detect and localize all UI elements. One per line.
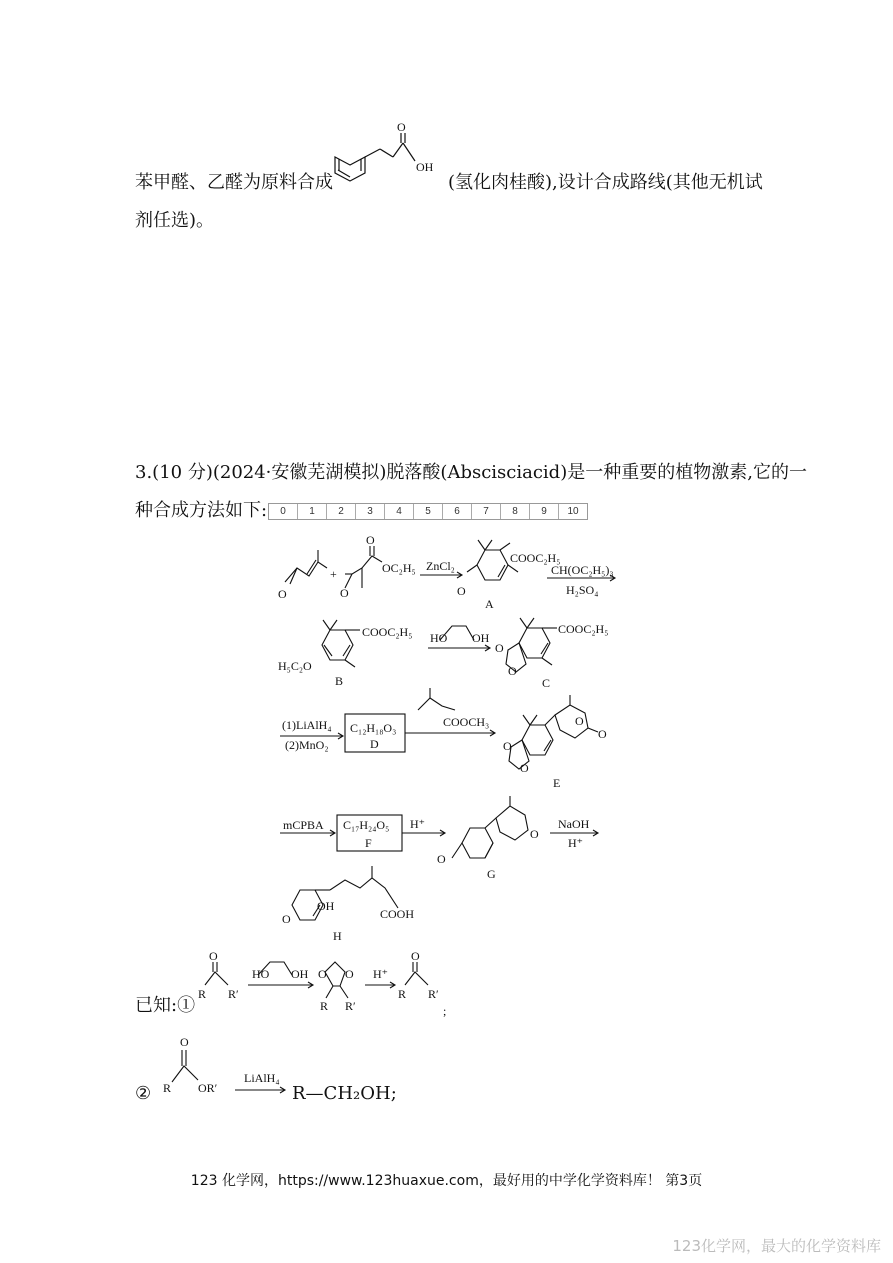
arrow-label-Hplus: H⁺ bbox=[410, 817, 425, 831]
label-A: A bbox=[485, 597, 494, 611]
known1-OH: OH bbox=[291, 967, 309, 981]
reactant2-carbonyl-O: O bbox=[366, 533, 375, 547]
reactant1-O: O bbox=[278, 587, 287, 601]
known1-product-R: R bbox=[398, 987, 407, 1001]
ruler-cell: 8 bbox=[501, 504, 530, 519]
q3-text-line2: 种合成方法如下: bbox=[135, 500, 268, 521]
known1-ketal-O2: O bbox=[345, 967, 354, 981]
arrow-label-MnO2: (2)MnO₂ bbox=[285, 738, 329, 752]
arrow-label-LiAlH4: (1)LiAlH₄ bbox=[282, 718, 332, 732]
C-COOC2H5: COOC₂H₅ bbox=[558, 622, 609, 636]
ruler-cell: 9 bbox=[530, 504, 559, 519]
known1-product-O: O bbox=[411, 949, 420, 963]
glycol-HO: HO bbox=[430, 631, 448, 645]
E-lactone-O: O bbox=[598, 727, 607, 741]
arrow-label-NaOH: NaOH bbox=[558, 817, 590, 831]
label-D: D bbox=[370, 737, 379, 751]
known2-product: R—CH₂OH; bbox=[292, 1083, 397, 1104]
q2-text-line1-post: (氢化肉桂酸),设计合成路线(其他无机试 bbox=[448, 172, 763, 193]
ruler-cell: 10 bbox=[567, 506, 579, 517]
H-OH: OH bbox=[317, 899, 335, 913]
H-COOH: COOH bbox=[380, 907, 415, 921]
known1-Hplus: H⁺ bbox=[373, 967, 388, 981]
q3-text-line1: 3.(10 分)(2024·安徽芜湖模拟)脱落酸(Abscisciacid)是一种重要的植物激素,它的一 bbox=[135, 462, 807, 483]
known2-ORp: OR′ bbox=[198, 1081, 218, 1095]
ruler-cell: 2 bbox=[327, 504, 356, 519]
E-ketal-O2: O bbox=[520, 761, 529, 775]
ruler-cell: 3 bbox=[356, 504, 385, 519]
B-COOC2H5: COOC₂H₅ bbox=[362, 625, 413, 639]
plus-sign: + bbox=[330, 567, 337, 581]
known1-ketal-Rp: R′ bbox=[345, 999, 356, 1013]
label-B: B bbox=[335, 674, 344, 688]
D-formula: C₁₂H₁₈O₃ bbox=[350, 721, 397, 735]
known1-HO: HO bbox=[252, 967, 270, 981]
known1-Rp: R′ bbox=[228, 987, 239, 1001]
known1-O: O bbox=[209, 949, 218, 963]
reagent-COOCH3: COOCH₃ bbox=[443, 715, 490, 729]
known2-R: R bbox=[163, 1081, 172, 1095]
F-formula: C₁₇H₂₄O₅ bbox=[343, 818, 390, 832]
ruler-cell: 5 bbox=[414, 504, 443, 519]
known1-R: R bbox=[198, 987, 207, 1001]
known1-ketal-O1: O bbox=[318, 967, 327, 981]
ruler-cell: 7 bbox=[472, 504, 501, 519]
C-ketal-O1: O bbox=[495, 641, 504, 655]
A-COOC2H5: COOC₂H₅ bbox=[510, 551, 561, 565]
reactant2-OC2H5: OC₂H₅ bbox=[382, 561, 416, 575]
known2-circle: ② bbox=[135, 1083, 152, 1104]
G-lactone-O: O bbox=[530, 827, 539, 841]
arrow-label-mCPBA: mCPBA bbox=[283, 818, 324, 832]
ruler-cell: 4 bbox=[385, 504, 414, 519]
label-E: E bbox=[553, 776, 561, 790]
known2-LiAlH4: LiAlH₄ bbox=[244, 1071, 280, 1085]
known1-ketal-R: R bbox=[320, 999, 329, 1013]
struct-OH: OH bbox=[416, 160, 434, 174]
known2-O: O bbox=[180, 1035, 189, 1049]
C-ketal-O2: O bbox=[508, 664, 517, 678]
A-O: O bbox=[457, 584, 466, 598]
G-ketone-O: O bbox=[437, 852, 446, 866]
known-label: 已知:① bbox=[135, 995, 196, 1016]
page-footer: 123 化学网，https://www.123huaxue.com，最好用的中学化学资料库！ 第3页 bbox=[190, 1173, 703, 1189]
known1-semicolon: ; bbox=[443, 1004, 447, 1018]
label-H: H bbox=[333, 929, 342, 943]
q2-text-line2: 剂任选)。 bbox=[135, 210, 215, 231]
arrow-label-H2SO4: H₂SO₄ bbox=[566, 583, 599, 597]
ruler-cell: 6 bbox=[443, 504, 472, 519]
E-ring-O: O bbox=[575, 714, 584, 728]
ruler-cell: 0 bbox=[269, 504, 298, 519]
arrow-label-ZnCl2: ZnCl₂ bbox=[426, 559, 455, 573]
arrow-label-CH_OC2H5_3: CH(OC₂H₅)₃ bbox=[551, 563, 614, 577]
glycol-OH: OH bbox=[472, 631, 490, 645]
label-G: G bbox=[487, 867, 496, 881]
label-C: C bbox=[542, 676, 551, 690]
H-ketone-O: O bbox=[282, 912, 291, 926]
known1-product-Rp: R′ bbox=[428, 987, 439, 1001]
E-ketal-O1: O bbox=[503, 739, 512, 753]
arrow-label-Hplus-2: H⁺ bbox=[568, 836, 583, 850]
ruler-cell: 1 bbox=[298, 504, 327, 519]
label-F: F bbox=[365, 836, 372, 850]
watermark: 123化学网，最大的化学资料库 bbox=[672, 1237, 881, 1255]
B-H5C2O: H₅C₂O bbox=[278, 659, 312, 673]
struct-carbonyl-O: O bbox=[397, 120, 406, 134]
q2-text-line1-pre: 苯甲醛、乙醛为原料合成 bbox=[135, 172, 333, 193]
reactant2-O: O bbox=[340, 586, 349, 600]
